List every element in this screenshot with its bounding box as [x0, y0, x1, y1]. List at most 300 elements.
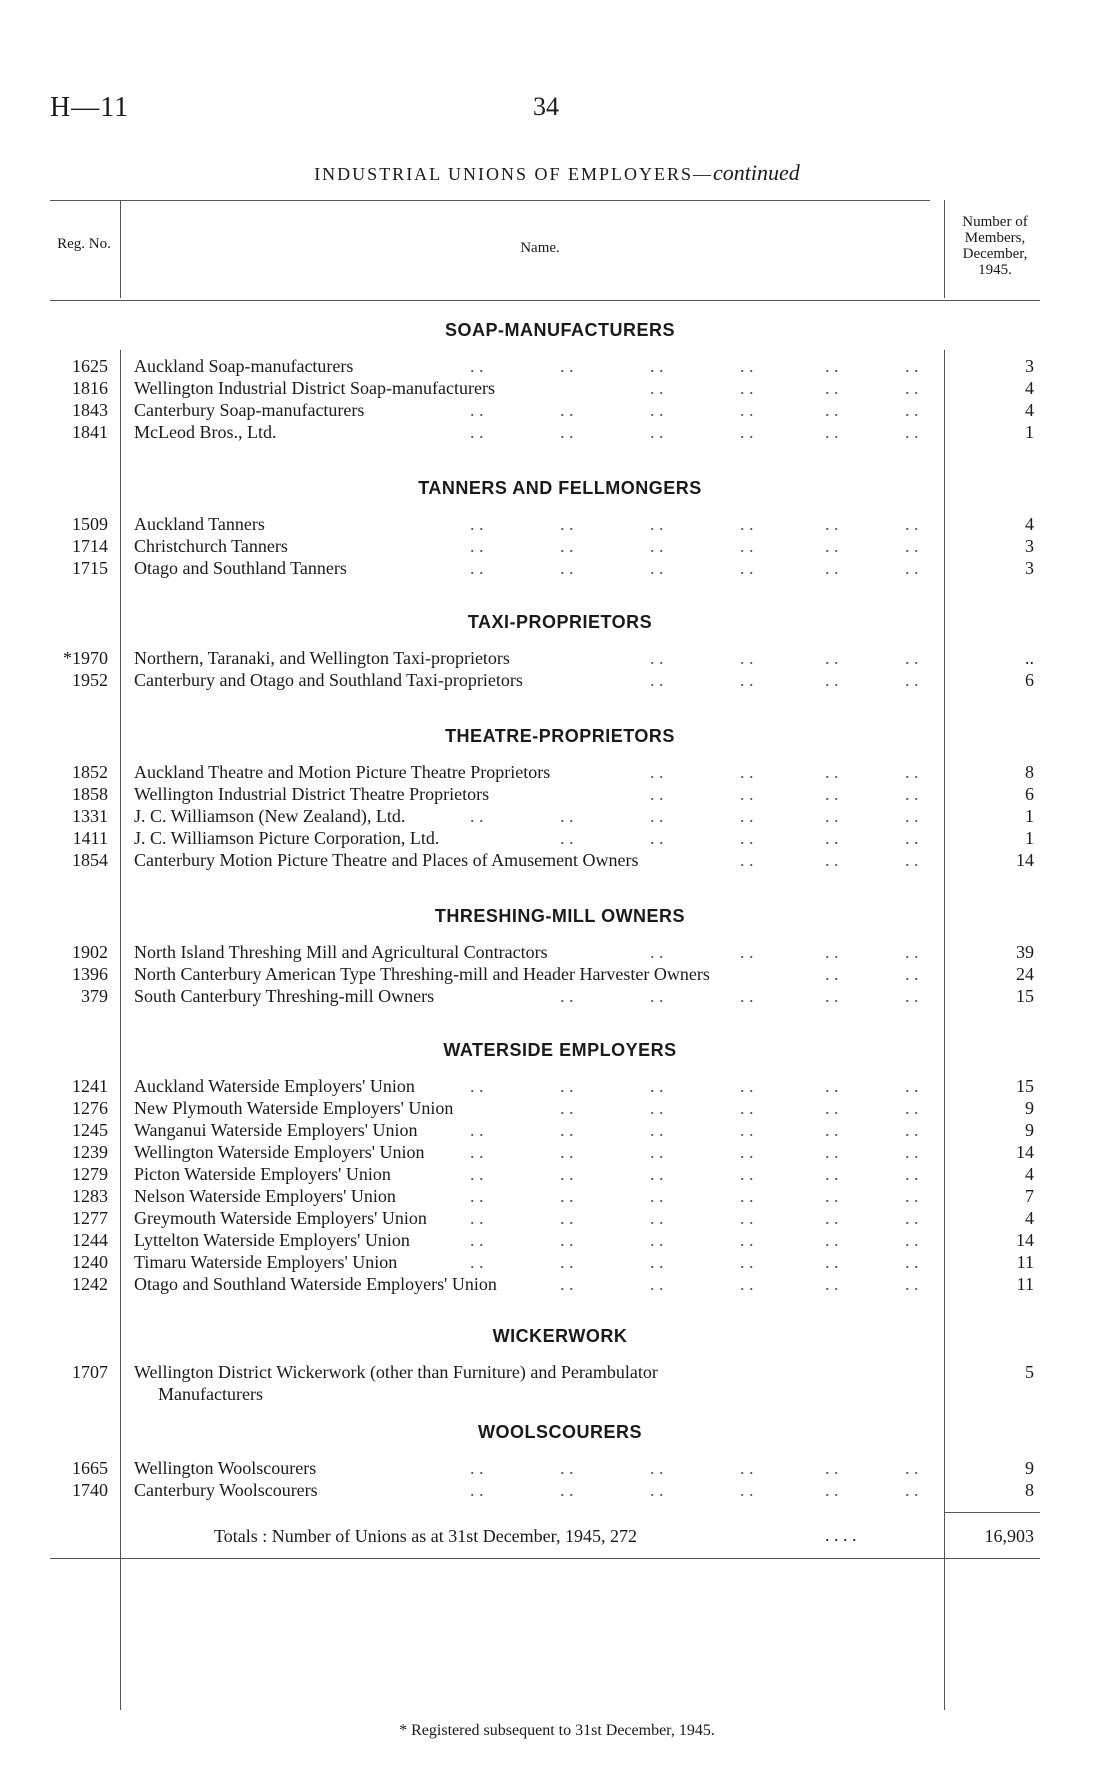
leader-dots: . . [560, 1164, 574, 1184]
leader-dots: . . [470, 1120, 484, 1140]
leader-dots: . . [905, 1252, 919, 1272]
leader-dots: . . [825, 1230, 839, 1250]
leader-dots: . . [560, 356, 574, 376]
leader-dots: . . [905, 806, 919, 826]
leader-dots: . . [825, 1252, 839, 1272]
union-name: Otago and Southland Tanners [134, 558, 347, 578]
footnote: * Registered subsequent to 31st December, 1945. [399, 1722, 715, 1739]
leader-dots: . . [825, 1458, 839, 1478]
leader-dots: . . [825, 1098, 839, 1118]
union-name: Auckland Soap-manufacturers [134, 356, 354, 376]
member-count: 9 [1025, 1120, 1034, 1140]
leader-dots: . . [825, 422, 839, 442]
member-count: 14 [1016, 1142, 1034, 1162]
leader-dots: . . [825, 1120, 839, 1140]
table-row [0, 1075, 1114, 1097]
member-count: 6 [1025, 670, 1034, 690]
leader-dots: . . [560, 986, 574, 1006]
leader-dots: . . [650, 1274, 664, 1294]
section-title: WOOLSCOURERS [477, 1422, 642, 1442]
leader-dots: . . [740, 1142, 754, 1162]
table-row [0, 783, 1114, 805]
section-title: WATERSIDE EMPLOYERS [443, 1040, 677, 1060]
page-title [0, 160, 1114, 186]
body-divider-left [120, 350, 121, 1710]
union-name: Auckland Tanners [134, 514, 265, 534]
union-name: J. C. Williamson (New Zealand), Ltd. [134, 806, 406, 826]
reg-number: 1411 [72, 828, 108, 848]
table-row [0, 421, 1114, 443]
leader-dots: . . [650, 536, 664, 556]
member-count: 11 [1016, 1252, 1034, 1272]
leader-dots: . . [740, 648, 754, 668]
table-row [0, 963, 1114, 985]
leader-dots: . . [905, 514, 919, 534]
reg-number: 1665 [72, 1458, 108, 1478]
leader-dots: . . [560, 1230, 574, 1250]
leader-dots: . . [825, 648, 839, 668]
leader-dots: . . [825, 400, 839, 420]
reg-number: 1902 [72, 942, 108, 962]
leader-dots: . . [825, 850, 839, 870]
leader-dots: . . [470, 422, 484, 442]
union-name: North Canterbury American Type Threshing-mill and Header Harvester Owners [134, 964, 710, 984]
section-title: TAXI-PROPRIETORS [467, 612, 653, 632]
leader-dots: . . [825, 784, 839, 804]
table-row [0, 1229, 1114, 1251]
leader-dots: . . [825, 670, 839, 690]
table-row [0, 1207, 1114, 1229]
table-bottom-rule [50, 1558, 1040, 1559]
leader-dots: . . [470, 558, 484, 578]
leader-dots: . . [650, 1252, 664, 1272]
union-name: Wellington Waterside Employers' Union [134, 1142, 425, 1162]
table-row [0, 377, 1114, 399]
leader-dots: . . [650, 1120, 664, 1140]
leader-dots: . . [740, 1252, 754, 1272]
member-count: 4 [1025, 1208, 1034, 1228]
member-count: 7 [1025, 1186, 1034, 1206]
leader-dots: . . [470, 1076, 484, 1096]
member-count: 1 [1025, 806, 1034, 826]
leader-dots: . . [650, 1076, 664, 1096]
union-name: Auckland Theatre and Motion Picture Theatre Proprietors [134, 762, 551, 782]
union-name: Nelson Waterside Employers' Union [134, 1186, 396, 1206]
leader-dots: . . [650, 1098, 664, 1118]
leader-dots: . . [650, 1208, 664, 1228]
union-name: Northern, Taranaki, and Wellington Taxi-proprietors [134, 648, 510, 668]
leader-dots: . . [740, 514, 754, 534]
union-name: Wanganui Waterside Employers' Union [134, 1120, 418, 1140]
union-name: Canterbury Motion Picture Theatre and Places of Amusement Owners [134, 850, 639, 870]
reg-number: 1952 [72, 670, 108, 690]
union-name: Timaru Waterside Employers' Union [134, 1252, 398, 1272]
leader-dots: . . [650, 648, 664, 668]
leader-dots: . . [470, 1164, 484, 1184]
section-title: WICKERWORK [492, 1326, 628, 1346]
leader-dots: . . [470, 806, 484, 826]
totals-row [0, 1525, 1114, 1547]
reg-number: 1707 [72, 1362, 108, 1382]
leader-dots: . . [560, 558, 574, 578]
leader-dots: . . [470, 1252, 484, 1272]
union-name: Wellington Industrial District Theatre Proprietors [134, 784, 490, 804]
leader-dots: . . [905, 762, 919, 782]
leader-dots: . . [650, 422, 664, 442]
table-row [0, 827, 1114, 849]
leader-dots: . . [650, 670, 664, 690]
leader-dots: . . [905, 670, 919, 690]
leader-dots: . . [825, 1208, 839, 1228]
member-count: 8 [1025, 762, 1034, 782]
reg-number: 1244 [72, 1230, 108, 1250]
union-name: Auckland Waterside Employers' Union [134, 1076, 415, 1096]
leader-dots: . . [905, 1120, 919, 1140]
leader-dots: . . [740, 670, 754, 690]
member-count: .. [1025, 648, 1034, 668]
body-divider-right [944, 350, 945, 1710]
leader-dots: . . [740, 942, 754, 962]
table-row [0, 1141, 1114, 1163]
leader-dots: . . [650, 1480, 664, 1500]
table-row [0, 1119, 1114, 1141]
union-name-continued: Manufacturers [158, 1384, 263, 1404]
reg-number: 1242 [72, 1274, 108, 1294]
table-row-continuation [0, 1383, 1114, 1405]
leader-dots: . . [905, 400, 919, 420]
reg-number: 1852 [72, 762, 108, 782]
member-count: 24 [1016, 964, 1034, 984]
leader-dots: . . [560, 1120, 574, 1140]
table-row [0, 647, 1114, 669]
union-name: Canterbury Soap-manufacturers [134, 400, 365, 420]
leader-dots: . . [470, 514, 484, 534]
reg-number: 1841 [72, 422, 108, 442]
member-count: 39 [1016, 942, 1034, 962]
table-row [0, 1163, 1114, 1185]
table-row [0, 513, 1114, 535]
leader-dots: . . [470, 356, 484, 376]
column-header-members: Number of Members, December, 1945. [962, 214, 1028, 278]
leader-dots: . . [470, 1230, 484, 1250]
table-row [0, 985, 1114, 1007]
leader-dots: . . [650, 1142, 664, 1162]
member-count: 4 [1025, 400, 1034, 420]
reg-number: 1854 [72, 850, 108, 870]
table-row [0, 669, 1114, 691]
reg-number: 1283 [72, 1186, 108, 1206]
leader-dots: . . [650, 942, 664, 962]
leader-dots: . . [825, 942, 839, 962]
leader-dots: . . [825, 1480, 839, 1500]
leader-dots: . . [650, 986, 664, 1006]
table-row [0, 1097, 1114, 1119]
member-count: 6 [1025, 784, 1034, 804]
leader-dots: . . [825, 558, 839, 578]
leader-dots: . . [650, 806, 664, 826]
leader-dots: . . [470, 1208, 484, 1228]
reg-number: 1331 [72, 806, 108, 826]
leader-dots: . . [825, 536, 839, 556]
leader-dots: . . [825, 762, 839, 782]
leader-dots: . . [470, 1480, 484, 1500]
leader-dots: . . [905, 1274, 919, 1294]
leader-dots: . . [740, 356, 754, 376]
table-row [0, 761, 1114, 783]
section-title: THRESHING-MILL OWNERS [434, 906, 686, 926]
leader-dots: . . [905, 356, 919, 376]
member-count: 14 [1016, 850, 1034, 870]
leader-dots: . . [740, 1186, 754, 1206]
table-row [0, 805, 1114, 827]
leader-dots: . . [470, 536, 484, 556]
leader-dots: . . [650, 1230, 664, 1250]
member-count: 4 [1025, 378, 1034, 398]
leader-dots: . . [650, 378, 664, 398]
reg-number: 1279 [72, 1164, 108, 1184]
leader-dots: . . [740, 536, 754, 556]
union-name: J. C. Williamson Picture Corporation, Ltd. [134, 828, 440, 848]
reg-number: 1245 [72, 1120, 108, 1140]
reg-number: 1625 [72, 356, 108, 376]
member-count: 8 [1025, 1480, 1034, 1500]
table-row [0, 1479, 1114, 1501]
leader-dots: . . [740, 986, 754, 1006]
union-name: Otago and Southland Waterside Employers' Union [134, 1274, 497, 1294]
section-title: TANNERS AND FELLMONGERS [418, 478, 702, 498]
leader-dots: . . . . [825, 1525, 857, 1545]
leader-dots: . . [650, 514, 664, 534]
leader-dots: . . [740, 1480, 754, 1500]
table-row [0, 355, 1114, 377]
leader-dots: . . [560, 806, 574, 826]
leader-dots: . . [825, 964, 839, 984]
union-name: Greymouth Waterside Employers' Union [134, 1208, 427, 1228]
leader-dots: . . [905, 942, 919, 962]
leader-dots: . . [825, 986, 839, 1006]
reg-number: 1240 [72, 1252, 108, 1272]
leader-dots: . . [825, 378, 839, 398]
leader-dots: . . [470, 1186, 484, 1206]
leader-dots: . . [560, 1208, 574, 1228]
table-row [0, 1251, 1114, 1273]
leader-dots: . . [905, 1164, 919, 1184]
leader-dots: . . [740, 1076, 754, 1096]
leader-dots: . . [825, 514, 839, 534]
leader-dots: . . [740, 1230, 754, 1250]
reg-number: 1396 [72, 964, 108, 984]
member-count: 14 [1016, 1230, 1034, 1250]
leader-dots: . . [825, 828, 839, 848]
leader-dots: . . [650, 1164, 664, 1184]
leader-dots: . . [825, 1164, 839, 1184]
document-reference: H—11 [50, 92, 130, 123]
union-name: New Plymouth Waterside Employers' Union [134, 1098, 454, 1118]
union-name: Wellington Woolscourers [134, 1458, 317, 1478]
table-row [0, 1457, 1114, 1479]
leader-dots: . . [650, 356, 664, 376]
header-divider-right [944, 200, 945, 298]
reg-number: 1276 [72, 1098, 108, 1118]
leader-dots: . . [825, 806, 839, 826]
member-count: 9 [1025, 1458, 1034, 1478]
table-row [0, 1273, 1114, 1295]
member-count: 3 [1025, 558, 1034, 578]
title-italic: continued [713, 160, 800, 185]
leader-dots: . . [740, 1164, 754, 1184]
leader-dots: . . [905, 850, 919, 870]
leader-dots: . . [905, 828, 919, 848]
leader-dots: . . [560, 536, 574, 556]
leader-dots: . . [650, 1458, 664, 1478]
union-name: Canterbury and Otago and Southland Taxi-proprietors [134, 670, 523, 690]
column-header-reg: Reg. No. [57, 236, 111, 252]
member-count: 15 [1016, 986, 1034, 1006]
union-name: North Island Threshing Mill and Agricultural Contractors [134, 942, 548, 962]
leader-dots: . . [470, 400, 484, 420]
leader-dots: . . [905, 1186, 919, 1206]
leader-dots: . . [650, 762, 664, 782]
header-divider-left [120, 200, 121, 298]
leader-dots: . . [825, 356, 839, 376]
section-title: SOAP-MANUFACTURERS [444, 320, 675, 340]
title-caps: INDUSTRIAL UNIONS OF EMPLOYERS— [314, 164, 714, 184]
leader-dots: . . [740, 558, 754, 578]
section-title: THEATRE-PROPRIETORS [445, 726, 675, 746]
leader-dots: . . [905, 1098, 919, 1118]
leader-dots: . . [825, 1186, 839, 1206]
leader-dots: . . [650, 828, 664, 848]
leader-dots: . . [740, 1458, 754, 1478]
leader-dots: . . [905, 422, 919, 442]
reg-number: 1509 [72, 514, 108, 534]
leader-dots: . . [560, 514, 574, 534]
leader-dots: . . [560, 1480, 574, 1500]
member-count: 1 [1025, 828, 1034, 848]
member-count: 1 [1025, 422, 1034, 442]
page-number: 34 [533, 92, 559, 121]
leader-dots: . . [740, 1098, 754, 1118]
leader-dots: . . [740, 422, 754, 442]
leader-dots: . . [560, 1458, 574, 1478]
leader-dots: . . [825, 1142, 839, 1162]
union-name: Wellington Industrial District Soap-manufacturers [134, 378, 495, 398]
leader-dots: . . [740, 378, 754, 398]
leader-dots: . . [560, 1142, 574, 1162]
leader-dots: . . [825, 1076, 839, 1096]
union-name: Canterbury Woolscourers [134, 1480, 318, 1500]
leader-dots: . . [560, 1076, 574, 1096]
leader-dots: . . [470, 1142, 484, 1162]
member-count: 3 [1025, 536, 1034, 556]
header-bottom-rule [50, 300, 1040, 301]
table-row [0, 557, 1114, 579]
union-name: Wellington District Wickerwork (other than Furniture) and Perambulator [134, 1362, 658, 1382]
leader-dots: . . [560, 1098, 574, 1118]
leader-dots: . . [905, 1480, 919, 1500]
table-row [0, 1185, 1114, 1207]
leader-dots: . . [560, 422, 574, 442]
reg-number: 1715 [72, 558, 108, 578]
leader-dots: . . [905, 1230, 919, 1250]
leader-dots: . . [905, 1458, 919, 1478]
member-count: 3 [1025, 356, 1034, 376]
leader-dots: . . [905, 1076, 919, 1096]
reg-number: 1858 [72, 784, 108, 804]
reg-number: *1970 [63, 648, 108, 668]
leader-dots: . . [650, 400, 664, 420]
leader-dots: . . [740, 850, 754, 870]
leader-dots: . . [905, 558, 919, 578]
table-row [0, 941, 1114, 963]
reg-number: 379 [81, 986, 108, 1006]
member-count: 5 [1025, 1362, 1034, 1382]
totals-members: 16,903 [984, 1526, 1034, 1546]
table-row [0, 399, 1114, 421]
leader-dots: . . [905, 1208, 919, 1228]
union-name: South Canterbury Threshing-mill Owners [134, 986, 435, 1006]
union-name: Christchurch Tanners [134, 536, 288, 556]
reg-number: 1714 [72, 536, 108, 556]
totals-top-rule [944, 1512, 1040, 1513]
leader-dots: . . [650, 1186, 664, 1206]
table-top-rule [50, 200, 930, 201]
table-row [0, 1361, 1114, 1383]
leader-dots: . . [740, 806, 754, 826]
leader-dots: . . [740, 400, 754, 420]
member-count: 15 [1016, 1076, 1034, 1096]
member-count: 4 [1025, 1164, 1034, 1184]
union-name: Picton Waterside Employers' Union [134, 1164, 391, 1184]
leader-dots: . . [560, 828, 574, 848]
member-count: 11 [1016, 1274, 1034, 1294]
leader-dots: . . [905, 1142, 919, 1162]
leader-dots: . . [470, 1458, 484, 1478]
member-count: 4 [1025, 514, 1034, 534]
reg-number: 1740 [72, 1480, 108, 1500]
leader-dots: . . [740, 1274, 754, 1294]
leader-dots: . . [905, 964, 919, 984]
leader-dots: . . [740, 784, 754, 804]
leader-dots: . . [905, 648, 919, 668]
leader-dots: . . [905, 986, 919, 1006]
leader-dots: . . [825, 1274, 839, 1294]
leader-dots: . . [560, 1252, 574, 1272]
leader-dots: . . [740, 762, 754, 782]
reg-number: 1241 [72, 1076, 108, 1096]
union-name: McLeod Bros., Ltd. [134, 422, 277, 442]
reg-number: 1239 [72, 1142, 108, 1162]
table-row [0, 535, 1114, 557]
reg-number: 1843 [72, 400, 108, 420]
leader-dots: . . [740, 1120, 754, 1140]
reg-number: 1277 [72, 1208, 108, 1228]
leader-dots: . . [650, 784, 664, 804]
column-header-name: Name. [520, 240, 560, 256]
leader-dots: . . [740, 828, 754, 848]
leader-dots: . . [560, 1186, 574, 1206]
leader-dots: . . [905, 378, 919, 398]
table-row [0, 849, 1114, 871]
leader-dots: . . [740, 1208, 754, 1228]
member-count: 9 [1025, 1098, 1034, 1118]
leader-dots: . . [905, 536, 919, 556]
union-name: Lyttelton Waterside Employers' Union [134, 1230, 410, 1250]
leader-dots: . . [905, 784, 919, 804]
leader-dots: . . [650, 558, 664, 578]
leader-dots: . . [560, 1274, 574, 1294]
totals-label: Totals : Number of Unions as at 31st December, 1945, 272 [214, 1526, 637, 1546]
